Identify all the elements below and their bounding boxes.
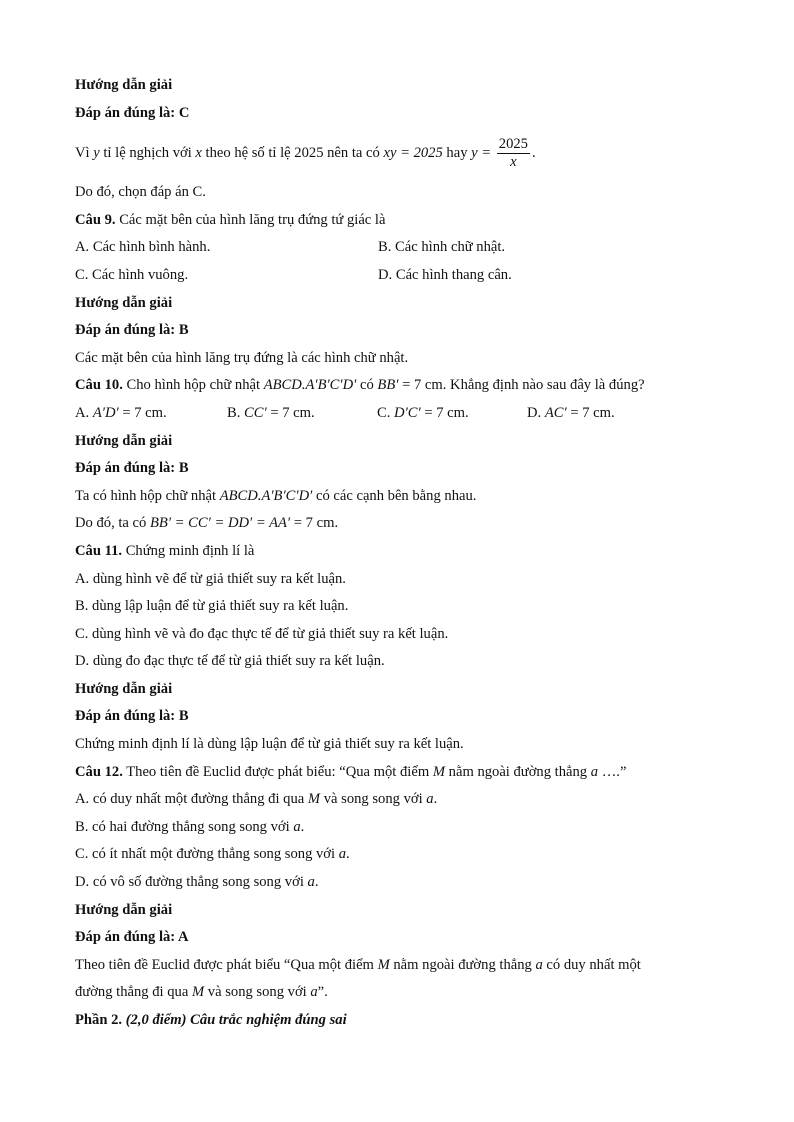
explanation-line: Chứng minh định lí là dùng lập luận để từ giả thiết suy ra kết luận. — [75, 736, 464, 753]
option-c: C. dùng hình vẽ và đo đạc thực tế để từ giả thiết suy ra kết luận. — [75, 625, 449, 642]
document-page — [75, 72, 725, 1035]
option-a: A. Các hình bình hành. — [75, 239, 211, 256]
answer-line: Đáp án đúng là: B — [75, 322, 189, 339]
question-label: Câu 12. — [75, 763, 123, 780]
solution-heading: Hướng dẫn giải — [75, 294, 173, 311]
option-a: A. có duy nhất một đường thẳng đi qua M và song song với a. — [75, 791, 438, 808]
option-b: B. có hai đường thẳng song song với a. — [75, 818, 305, 835]
conclusion-line: Do đó, chọn đáp án C. — [75, 184, 206, 201]
explanation-line: Các mặt bên của hình lăng trụ đứng là các hình chữ nhật. — [75, 349, 409, 366]
option-c: C. D′C′ = 7 cm. — [377, 404, 469, 421]
options-row — [75, 262, 725, 290]
question-11: Câu 11. Chứng minh định lí là — [75, 542, 255, 559]
option-b: B. CC′ = 7 cm. — [227, 404, 315, 421]
options-row — [75, 400, 725, 428]
option-c: C. có ít nhất một đường thẳng song song với a. — [75, 846, 350, 863]
option-b: B. dùng lập luận để từ giả thiết suy ra kết luận. — [75, 598, 349, 615]
option-c: C. Các hình vuông. — [75, 266, 189, 283]
answer-line: Đáp án đúng là: B — [75, 708, 189, 725]
question-9: Câu 9. Các mặt bên của hình lăng trụ đứng tứ giác là — [75, 211, 386, 228]
answer-line: Đáp án đúng là: C — [75, 104, 190, 121]
explanation-line: Theo tiên đề Euclid được phát biểu “Qua một điểm M nằm ngoài đường thẳng a có duy nhất một — [75, 956, 641, 973]
math-expression: y = — [471, 145, 492, 162]
question-12: Câu 12. Theo tiên đề Euclid được phát biểu: “Qua một điểm M nằm ngoài đường thẳng a ….” — [75, 763, 627, 780]
option-d: D. Các hình thang cân. — [378, 266, 512, 283]
option-b: B. Các hình chữ nhật. — [378, 239, 506, 256]
fraction — [497, 136, 530, 171]
explanation-line: đường thẳng đi qua M và song song với a”. — [75, 984, 328, 1001]
answer-line: Đáp án đúng là: A — [75, 929, 189, 946]
option-a: A. dùng hình vẽ để từ giả thiết suy ra kết luận. — [75, 570, 346, 587]
solution-heading: Hướng dẫn giải — [75, 77, 173, 93]
question-label: Câu 9. — [75, 211, 116, 228]
question-10: Câu 10. Cho hình hộp chữ nhật ABCD.A′B′C′D′ có BB′ = 7 cm. Khẳng định nào sau đây là đúng? — [75, 377, 645, 394]
explanation-line: Ta có hình hộp chữ nhật ABCD.A′B′C′D′ có các cạnh bên bằng nhau. — [75, 487, 477, 504]
section-heading: Phần 2. (2,0 điểm) Câu trắc nghiệm đúng sai — [75, 1012, 347, 1028]
solution-heading: Hướng dẫn giải — [75, 680, 173, 697]
explanation-line: Vì y tỉ lệ nghịch với x theo hệ số tỉ lệ 2025 nên ta có xy = 2025 hay y = $\frac{2025}{x}$ . — [75, 136, 536, 171]
option-d: D. có vô số đường thẳng song song với a. — [75, 874, 319, 891]
fraction-numerator: 2025 — [498, 136, 528, 153]
math-expression: xy = 2025 — [383, 145, 443, 162]
fraction-denominator: x — [510, 154, 517, 171]
answer-line: Đáp án đúng là: B — [75, 460, 189, 477]
option-d: D. dùng đo đạc thực tế để từ giả thiết suy ra kết luận. — [75, 653, 385, 670]
question-label: Câu 10. — [75, 377, 123, 394]
explanation-line: Do đó, ta có BB′ = CC′ = DD′ = AA′ = 7 cm. — [75, 515, 339, 532]
option-a: A. A′D′ = 7 cm. — [75, 404, 167, 421]
option-d: D. AC′ = 7 cm. — [527, 404, 615, 421]
solution-heading: Hướng dẫn giải — [75, 432, 173, 449]
solution-heading: Hướng dẫn giải — [75, 901, 173, 918]
question-label: Câu 11. — [75, 542, 123, 559]
options-row — [75, 234, 725, 262]
